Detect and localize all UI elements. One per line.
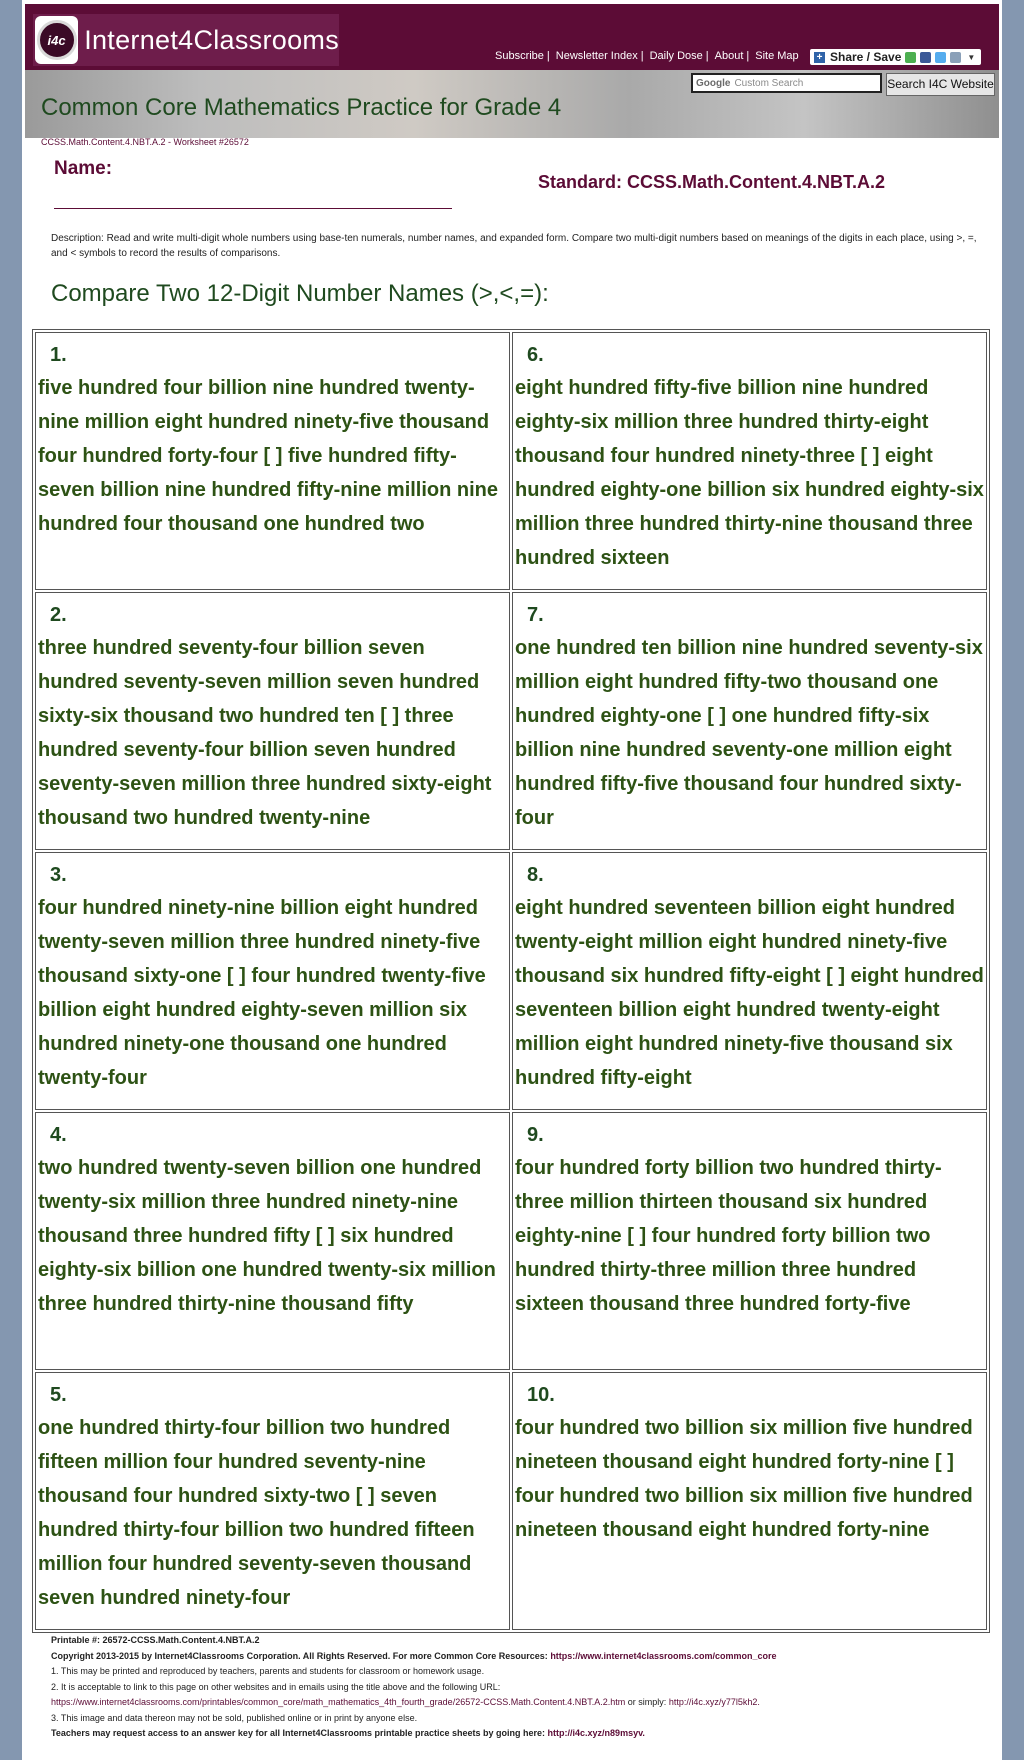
- page-title: Common Core Mathematics Practice for Grade 4: [41, 94, 562, 121]
- problem-number: 7.: [527, 604, 544, 626]
- problem-text: eight hundred seventeen billion eight hundred twenty-eight million eight hundred ninety-five thousand six hundred fifty-eight [ ] eight hundred seventeen billion eight hundred twenty-eight million eight hundred ninety-five thousand six hundred fifty-eight: [515, 897, 984, 1089]
- nav-separator: |: [746, 50, 750, 62]
- page-banner: [25, 70, 999, 138]
- chevron-down-icon: ▼: [967, 52, 976, 62]
- logo-text: Internet4Classrooms: [84, 24, 339, 55]
- copyright-line: [51, 1649, 991, 1665]
- nav-separator: |: [705, 50, 709, 62]
- nav-site-map[interactable]: Site Map: [755, 50, 799, 62]
- printable-number: Printable #: 26572-CCSS.Math.Content.4.NBT.A.2: [51, 1635, 260, 1645]
- url-or-text: or simply:: [627, 1697, 667, 1707]
- problem-text: three hundred seventy-four billion seven hundred seventy-seven million seven hundred sixty-six thousand two hundred ten [ ] three hundred seventy-four billion seven hundred seventy-seven million three hundred sixty-eight thousand two hundred twenty-nine: [38, 637, 492, 829]
- twitter-icon: [935, 52, 946, 63]
- nav-separator: |: [546, 50, 550, 62]
- problem-cell: [512, 592, 987, 850]
- standard-label: Standard: CCSS.Math.Content.4.NBT.A.2: [538, 172, 886, 192]
- short-url-link[interactable]: http://i4c.xyz/y77l5kh2.: [668, 1697, 760, 1707]
- problem-cell: [512, 1372, 987, 1630]
- search-button[interactable]: Search I4C Website: [886, 73, 995, 96]
- logo-mark: i4c: [37, 20, 77, 60]
- search-placeholder: Custom Search: [734, 77, 804, 89]
- problem-cell: [35, 1112, 510, 1370]
- usage-note-3: 3. This image and data thereon may not be sold, published online or in print by anyone else.: [51, 1712, 418, 1723]
- problem-text: eight hundred fifty-five billion nine hundred eighty-six million three hundred thirty-eight thousand four hundred ninety-three [ ] eight hundred eighty-one billion six hundred eighty-six million three hundred thirty-nine thousand three hundred sixteen: [515, 377, 984, 569]
- page-footer: [51, 1633, 991, 1742]
- problem-number: 1.: [50, 344, 67, 366]
- answer-key-line: [51, 1726, 991, 1742]
- problem-number: 5.: [50, 1384, 67, 1406]
- share-save-button[interactable]: [810, 49, 981, 65]
- plus-icon: +: [814, 52, 825, 63]
- problem-text: five hundred four billion nine hundred twenty-nine million eight hundred ninety-five thousand four hundred forty-four [ ] five hundred fifty-seven billion nine hundred fifty-nine million nine hundred four thousand one hundred two: [38, 377, 499, 535]
- problem-number: 8.: [527, 864, 544, 886]
- problem-cell: [512, 1112, 987, 1370]
- share-label: Share / Save: [830, 50, 902, 64]
- answer-key-link[interactable]: http://i4c.xyz/n89msyv.: [547, 1728, 645, 1738]
- url-line: [51, 1695, 991, 1711]
- nav-daily-dose[interactable]: Daily Dose: [649, 50, 703, 62]
- name-line: [54, 187, 452, 209]
- problem-cell: [35, 852, 510, 1110]
- usage-note-1: 1. This may be printed and reproduced by teachers, parents and students for classroom or homework usage.: [51, 1666, 485, 1676]
- common-core-link[interactable]: https://www.internet4classrooms.com/common_core: [550, 1650, 777, 1661]
- problem-text: two hundred twenty-seven billion one hundred twenty-six million three hundred ninety-nine thousand three hundred fifty [ ] six hundred eighty-six billion one hundred twenty-six million three hundred thirty-nine thousand fifty: [38, 1157, 496, 1315]
- section-title: Compare Two 12-Digit Number Names (>,<,=):: [51, 280, 549, 307]
- usage-note-2: 2. It is acceptable to link to this page on other websites and in emails using the title above and the following URL:: [51, 1681, 501, 1692]
- nav-about[interactable]: About: [714, 50, 744, 62]
- worksheet-url-link[interactable]: https://www.internet4classrooms.com/printables/common_core/math_mathematics_4th_fourth_grade/26572-CCSS.Math.Content.4.NBT.A.2.htm: [51, 1697, 626, 1707]
- problem-cell: [35, 1372, 510, 1630]
- problem-cell: [35, 332, 510, 590]
- name-label: Name:: [54, 158, 113, 179]
- site-header: [25, 4, 999, 70]
- problem-cell: [512, 852, 987, 1110]
- nav-separator: |: [640, 50, 644, 62]
- logo-badge: [35, 16, 78, 64]
- problem-cell: [35, 592, 510, 850]
- problem-cell: [512, 332, 987, 590]
- google-logo: Google: [696, 77, 731, 89]
- facebook-icon: [920, 52, 931, 63]
- problem-number: 3.: [50, 864, 67, 886]
- problem-text: one hundred thirty-four billion two hundred fifteen million four hundred seventy-nine thousand four hundred sixty-two [ ] seven hundred thirty-four billion two hundred fifteen million four hundred seventy-seven thousand seven hundred ninety-four: [38, 1417, 475, 1609]
- problem-number: 6.: [527, 344, 544, 366]
- problem-number: 10.: [527, 1384, 555, 1406]
- copyright-text: Copyright 2013-2015 by Internet4Classrooms Corporation. All Rights Reserved. For more Common Core Resources:: [51, 1650, 548, 1661]
- top-nav: [495, 50, 799, 62]
- description: Description: Read and write multi-digit whole numbers using base-ten numerals, number names, and expanded form. Compare two multi-digit numbers based on meanings of the digits in each place, using >, =, and < symbols to record the results of comparisons.: [51, 233, 977, 259]
- answer-key-text: Teachers may request access to an answer key for all Internet4Classrooms printable practice sheets by going here:: [51, 1728, 546, 1738]
- email-icon: [950, 52, 961, 63]
- worksheet-reference: CCSS.Math.Content.4.NBT.A.2 - Worksheet #26572: [41, 137, 249, 147]
- nav-newsletter-index[interactable]: Newsletter Index: [555, 50, 638, 62]
- nav-subscribe[interactable]: Subscribe: [495, 50, 544, 62]
- share-icon: [905, 52, 916, 63]
- problem-number: 4.: [50, 1124, 67, 1146]
- problem-text: four hundred forty billion two hundred thirty-three million thirteen thousand six hundred eighty-nine [ ] four hundred forty billion two hundred thirty-three million three hundred sixteen thousand three hundred forty-five: [515, 1157, 942, 1315]
- problem-text: four hundred ninety-nine billion eight hundred twenty-seven million three hundred ninety-five thousand sixty-one [ ] four hundred twenty-five billion eight hundred eighty-seven million six hundred ninety-one thousand one hundred twenty-four: [38, 897, 486, 1089]
- worksheet-page: [22, 0, 1002, 1760]
- problem-number: 2.: [50, 604, 67, 626]
- problem-text: four hundred two billion six million five hundred nineteen thousand eight hundred forty-nine [ ] four hundred two billion six million five hundred nineteen thousand eight hundred forty-nine: [515, 1417, 973, 1541]
- problem-number: 9.: [527, 1124, 544, 1146]
- problem-grid: [32, 329, 990, 1633]
- problem-text: one hundred ten billion nine hundred seventy-six million eight hundred fifty-two thousand one hundred eighty-one [ ] one hundred fifty-six billion nine hundred seventy-one million eight hundred fifty-five thousand four hundred sixty-four: [515, 637, 983, 829]
- search-input[interactable]: [691, 73, 882, 93]
- site-logo[interactable]: [33, 14, 339, 66]
